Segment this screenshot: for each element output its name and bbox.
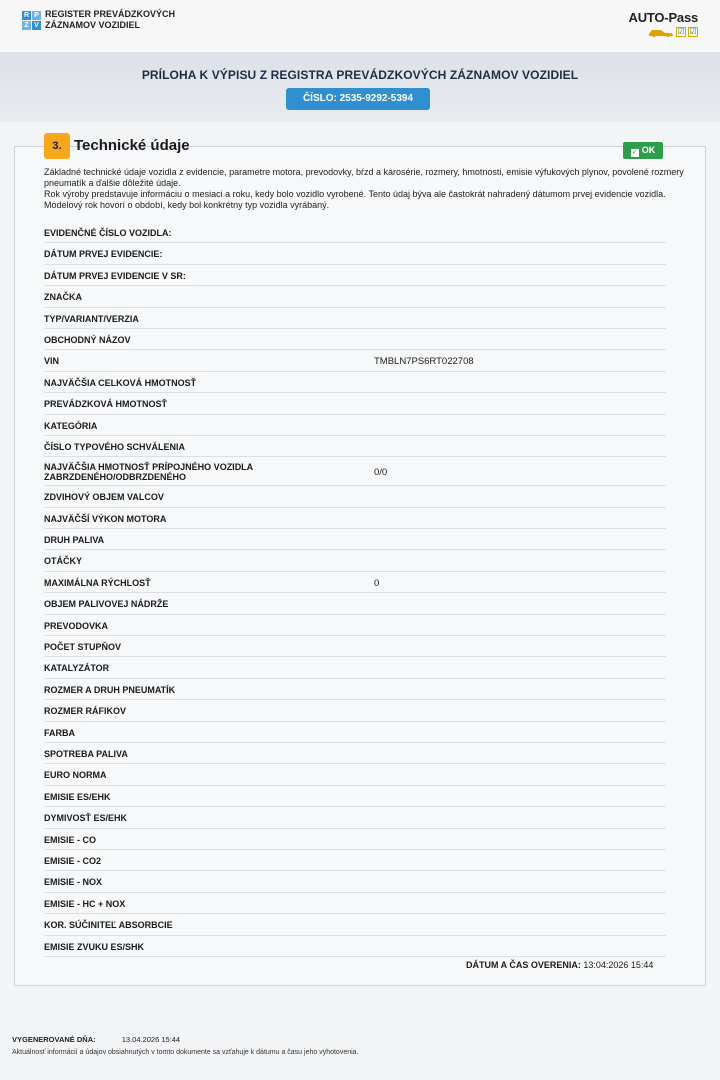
row-label: DÁTUM PRVEJ EVIDENCIE V SR: [44,270,186,281]
table-row [44,657,666,678]
row-label: OBJEM PALIVOVEJ NÁDRŽE [44,599,169,610]
table-row [44,508,666,529]
table-row [44,550,666,571]
logo-letter: Z [22,21,31,30]
table-row [44,286,666,307]
table-row [44,871,666,892]
row-label: DÁTUM PRVEJ EVIDENCIE: [44,249,163,260]
rpzv-logo [22,9,175,31]
table-row [44,486,666,507]
row-label: EMISIE ES/EHK [44,791,111,802]
row-label: ZNAČKA [44,292,82,303]
generated-value: 13.04.2026 15:44 [121,1035,181,1044]
autopass-icons [629,27,698,37]
check-icon: ☑ [689,27,697,36]
row-label: EURO NORMA [44,770,107,781]
table-row [44,415,666,436]
row-label: EMISIE - CO2 [44,855,102,866]
table-row [44,529,666,550]
check-icon: ☑ [677,27,685,36]
row-label: OTÁČKY [44,556,82,567]
row-label: KOR. SÚČINITEĽ ABSORBCIE [44,920,173,931]
row-label: OBCHODNÝ NÁZOV [44,334,131,345]
autopass-logo [629,10,698,37]
table-row [44,265,666,286]
document-title: PRÍLOHA K VÝPISU Z REGISTRA PREVÁDZKOVÝCH ZÁZNAMOV VOZIDIEL [141,68,579,82]
table-row [44,914,666,935]
table-row [44,743,666,764]
status-badge [623,142,663,159]
row-label: NAJVÄČŠIA HMOTNOSŤ PRÍPOJNÉHO VOZIDLA ZABRZDENÉHO/ODBRZDENÉHO [44,462,253,483]
document-number-badge: ČÍSLO: 2535-9292-5394 [286,88,430,110]
status-text: OK [641,145,656,155]
row-label: DRUH PALIVA [44,535,105,546]
table-row [44,764,666,785]
table-row [44,350,666,371]
row-label: EMISIE ZVUKU ES/SHK [44,941,145,952]
logo-letter: P [32,11,41,20]
table-row [44,615,666,636]
section-number-badge: 3. [44,133,70,159]
registry-title-line1: REGISTER PREVÁDZKOVÝCH [45,9,176,19]
checkbox-icon: ✓ [631,149,638,156]
row-label: SPOTREBA PALIVA [44,748,128,759]
table-row [44,679,666,700]
row-label: KATEGÓRIA [44,420,98,431]
row-label: ROZMER A DRUH PNEUMATÍK [44,684,176,695]
table-row [44,722,666,743]
table-row [44,393,666,414]
row-label: TYP/VARIANT/VERZIA [44,313,139,324]
table-row [44,636,666,657]
row-label: EMISIE - HC + NOX [44,898,126,909]
verification-value: 13:04:2026 15:44 [583,960,654,970]
row-label: PREVÁDZKOVÁ HMOTNOSŤ [44,399,168,410]
row-label: ROZMER RÁFIKOV [44,706,126,717]
row-label: EMISIE - NOX [44,877,103,888]
table-row [44,850,666,871]
row-label: ZDVIHOVÝ OBJEM VALCOV [44,492,164,503]
row-label: KATALYZÁTOR [44,663,110,674]
registry-title [45,9,175,31]
table-row [44,786,666,807]
table-row [44,807,666,828]
logo-letter: V [32,21,41,30]
table-row [44,436,666,457]
verification-datetime [466,960,653,970]
table-row [44,572,666,593]
rpzv-logo-icon [22,11,41,30]
row-label: VIN [44,356,60,367]
technical-data-table [44,222,666,957]
row-value: 0 [374,577,380,589]
table-row [44,329,666,350]
verification-label: DÁTUM A ČAS OVERENIA: [466,960,581,970]
table-row [44,308,666,329]
table-row [44,593,666,614]
section-title: Technické údaje [74,137,190,154]
row-label: FARBA [44,727,75,738]
logo-letter: R [23,11,30,19]
table-row [44,936,666,957]
car-icon [648,27,674,37]
generated-label: VYGENEROVANÉ DŇA: [12,1035,96,1044]
row-label: NAJVÄČŠIA CELKOVÁ HMOTNOSŤ [44,377,197,388]
section-intro [44,167,684,211]
top-bar [0,0,720,52]
row-label: ČÍSLO TYPOVÉHO SCHVÁLENIA [44,441,186,452]
footer-note: Aktuálnosť informácií a údajov obsiahnutých v tomto dokumente sa vzťahuje k dátumu a času jeho vyhotovenia. [12,1049,359,1056]
table-row [44,457,666,486]
intro-paragraph: Rok výroby predstavuje informáciu o mesiaci a roku, kedy bolo vozidlo vyrobené. Tento údaj býva ale častokrát nahradený dátumom prvej evidencie vozidla. Modelový rok hovorí o období, kedy bol konkrétny typ vozidla vyrábaný. [44,189,666,210]
table-row [44,243,666,264]
table-row [44,372,666,393]
row-value: 0/0 [374,467,388,479]
row-label: MAXIMÁLNA RÝCHLOSŤ [44,577,151,588]
table-row [44,829,666,850]
row-label: NAJVÄČŠÍ VÝKON MOTORA [44,513,167,524]
autopass-name: AUTO-Pass [628,10,698,25]
registry-title-line2: ZÁZNAMOV VOZIDIEL [45,20,140,30]
row-label: PREVODOVKA [44,620,109,631]
table-row [44,700,666,721]
generated-info [12,1035,180,1044]
table-row [44,893,666,914]
header-band [0,52,720,122]
row-label: EVIDENČNÉ ČÍSLO VOZIDLA: [44,228,172,238]
row-value: TMBLN7PS6RT022708 [374,356,474,368]
table-row [44,222,666,243]
row-label: DYMIVOSŤ ES/EHK [44,813,128,824]
intro-paragraph: Základné technické údaje vozidla z evidencie, parametre motora, prevodovky, bŕzd a karosérie, rozmery, hmotnosti, emisie výfukových plynov, povolené rozmery pneumatík a ďalšie dôležité údaje. [44,167,684,188]
row-label: EMISIE - CO [44,834,97,845]
row-label: POČET STUPŇOV [44,642,122,653]
